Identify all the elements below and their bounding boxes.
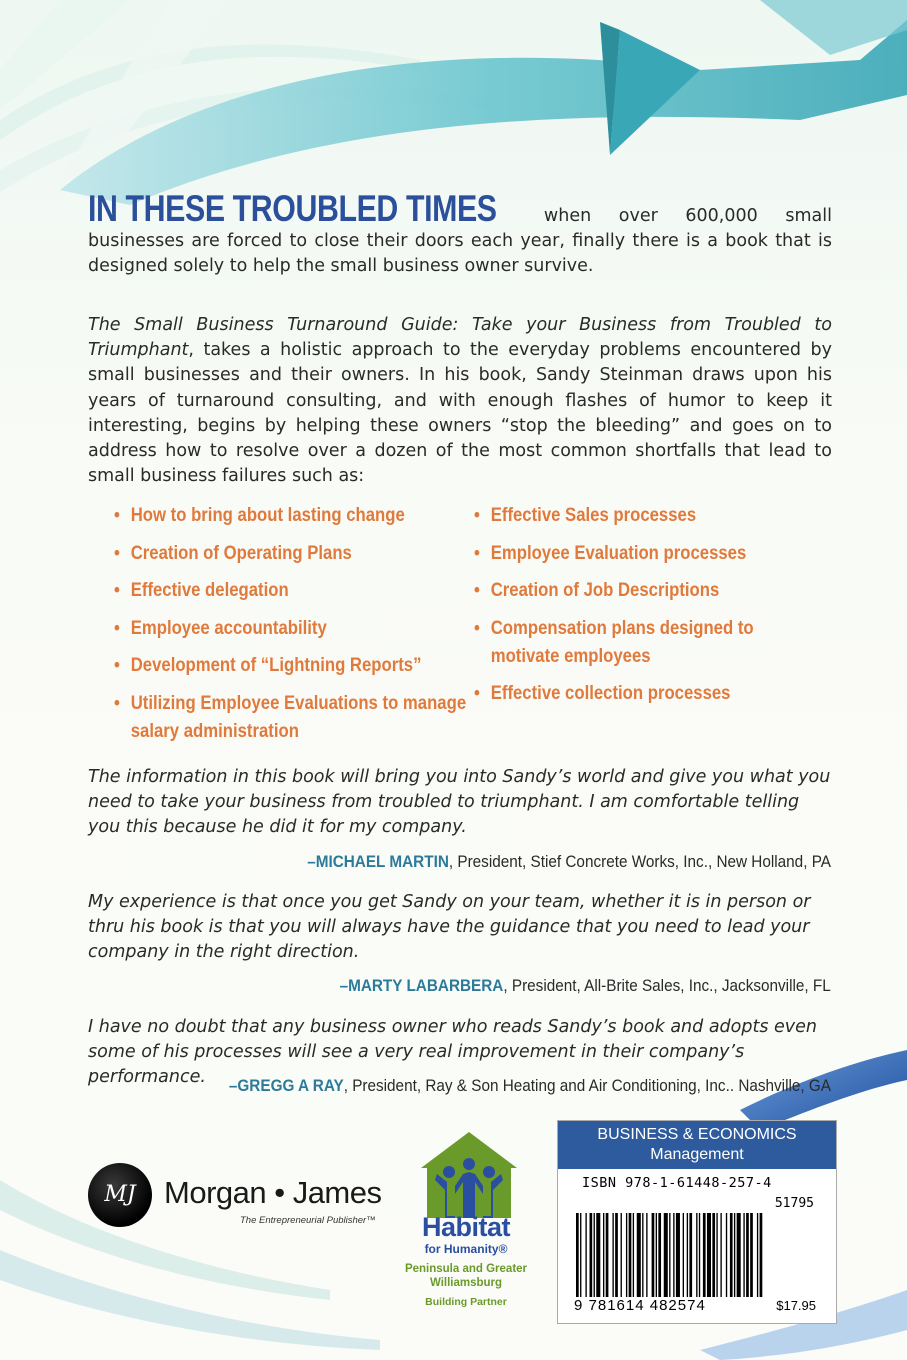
barcode-bar <box>743 1213 744 1297</box>
bullet-dot-icon: • <box>114 580 120 601</box>
barcode-bar <box>596 1213 600 1297</box>
testimonial-attribution <box>229 1076 831 1096</box>
barcode-bar <box>703 1213 706 1297</box>
testimonial-quote: I have no doubt that any business owner who reads Sandy’s book and adopts even some of his processes will see a very real improvement in their company’s performance. <box>88 1017 817 1087</box>
bullet-item: • Effective collection processes <box>474 680 808 708</box>
publisher-tagline: The Entrepreneurial Publisher™ <box>240 1215 376 1226</box>
category-label: BUSINESS & ECONOMICS <box>597 1126 797 1143</box>
barcode-bar <box>726 1213 727 1297</box>
barcode-bar <box>699 1213 700 1297</box>
barcode-bar <box>673 1213 674 1297</box>
barcode-bar <box>642 1213 643 1297</box>
bullet-dot-icon: • <box>474 683 480 704</box>
bullet-item: • How to bring about lasting change <box>114 502 468 530</box>
barcode-bar <box>734 1213 735 1297</box>
barcode-box <box>557 1120 837 1324</box>
barcode-bar <box>687 1213 688 1297</box>
testimonial-quote: My experience is that once you get Sandy on your team, whether it is in person or thru his book is that you will always have the guidance that you need to lead your company in the right direction. <box>88 892 811 962</box>
barcode-bar <box>716 1213 717 1297</box>
barcode-bar <box>576 1213 579 1297</box>
habitat-logo <box>404 1130 534 1320</box>
bullet-item: • Employee Evaluation processes <box>474 540 808 568</box>
testimonial-quote: The information in this book will bring you into Sandy’s world and give you what you need to take your business from troubled to triumphant. I am comfortable telling you this because he did it for my company. <box>88 767 831 837</box>
testimonial-affiliation: , President, Ray & Son Heating and Air Conditioning, Inc.. Nashville, GA <box>343 1076 831 1095</box>
barcode-bar <box>730 1213 733 1297</box>
book-title: The Small Business Turnaround Guide: Take your Business from Troubled to Triumphant <box>88 315 832 361</box>
bullet-item: • Compensation plans designed to motivate employees <box>474 615 808 671</box>
barcode-bar <box>612 1213 613 1297</box>
barcode-bar <box>629 1213 632 1297</box>
bullet-item: • Development of “Lightning Reports” <box>114 652 468 680</box>
barcode-bar <box>646 1213 647 1297</box>
publisher-logo <box>88 1163 388 1233</box>
barcode-bar <box>720 1213 721 1297</box>
barcode-bar <box>585 1213 586 1297</box>
habitat-subtitle: for Humanity® <box>424 1242 508 1256</box>
barcode-bar <box>590 1213 593 1297</box>
testimonial-author: –MARTY LABARBERA <box>339 976 504 995</box>
bullet-dot-icon: • <box>474 617 480 639</box>
testimonial-affiliation: , President, All-Brite Sales, Inc., Jacksonville, FL <box>503 976 831 995</box>
barcode-bar <box>626 1213 627 1297</box>
habitat-partner: Building Partner <box>425 1296 507 1308</box>
barcode-bar <box>683 1213 684 1297</box>
barcode-bar <box>637 1213 641 1297</box>
barcode-bar <box>707 1213 711 1297</box>
barcode-bar <box>750 1213 753 1297</box>
barcode-bar <box>696 1213 697 1297</box>
description-paragraph <box>88 313 832 489</box>
habitat-house-icon <box>419 1130 519 1220</box>
barcode-bar <box>656 1213 657 1297</box>
testimonial-author: –GREGG A RAY <box>228 1076 344 1095</box>
barcode-bar <box>606 1213 609 1297</box>
testimonial-attribution <box>307 852 831 872</box>
bullet-dot-icon: • <box>474 580 480 601</box>
price-label: $17.95 <box>776 1298 816 1313</box>
barcode-bar <box>760 1213 763 1297</box>
bullet-item: • Utilizing Employee Evaluations to manage salary administration <box>114 690 468 746</box>
bullet-list-left <box>114 502 467 755</box>
subcategory-label: Management <box>650 1146 744 1163</box>
bullet-item: • Creation of Operating Plans <box>114 540 468 568</box>
barcode-bar <box>676 1213 680 1297</box>
publisher-monogram-icon: MJ <box>88 1163 152 1227</box>
intro-text: when over 600,000 small businesses are forced to close their doors each year, finally there is a book that is designed solely to help the small business owner survive. <box>88 206 832 276</box>
bullet-list-right <box>474 502 804 718</box>
bullet-item: • Effective delegation <box>114 577 468 605</box>
publisher-name: Morgan • James <box>164 1175 382 1210</box>
barcode-bar <box>757 1213 758 1297</box>
barcode-bar <box>615 1213 618 1297</box>
barcode-bar <box>746 1213 749 1297</box>
barcode-bar <box>689 1213 692 1297</box>
bullet-dot-icon: • <box>114 692 120 714</box>
testimonial-affiliation: , President, Stief Concrete Works, Inc., New Holland, PA <box>448 852 831 871</box>
bullet-dot-icon: • <box>474 542 480 564</box>
barcode-bar <box>594 1213 595 1297</box>
barcode-bar <box>621 1213 622 1297</box>
bullet-item: • Creation of Job Descriptions <box>474 577 808 605</box>
barcode-bar <box>603 1213 604 1297</box>
barcode-bar <box>580 1213 581 1297</box>
category-band <box>558 1121 836 1169</box>
barcode-bars <box>576 1213 820 1297</box>
barcode-bar <box>669 1213 670 1297</box>
bullet-dot-icon: • <box>114 655 120 676</box>
ean-number: 9 781614 482574 <box>574 1297 706 1314</box>
description-body: , takes a holistic approach to the everyday problems encountered by small businesses and their owners. In his book, Sandy Steinman draws upon his years of turnaround consulting, and with enough flashes of humor to keep it interesting, begins by helping these owners “stop the bleeding” and goes on to address how to resolve over a dozen of the most common shortfalls that lead to small business failures such as: <box>88 340 832 487</box>
testimonial-attribution <box>340 976 831 996</box>
barcode-bar <box>633 1213 634 1297</box>
bullet-dot-icon: • <box>114 505 120 526</box>
bullet-dot-icon: • <box>114 617 120 639</box>
barcode-bar <box>664 1213 668 1297</box>
bullet-item: • Effective Sales processes <box>474 502 808 530</box>
price-code: 51795 <box>774 1196 814 1211</box>
barcode-bar <box>652 1213 655 1297</box>
barcode-bar <box>658 1213 661 1297</box>
testimonial-author: –MICHAEL MARTIN <box>307 852 449 871</box>
isbn-text: ISBN 978-1-61448-257-4 <box>582 1175 772 1191</box>
barcode-bar <box>712 1213 715 1297</box>
barcode-bar <box>737 1213 741 1297</box>
bullet-dot-icon: • <box>114 542 120 564</box>
bullet-item: • Employee accountability <box>114 615 468 643</box>
bullet-dot-icon: • <box>474 505 480 526</box>
headline: IN THESE TROUBLED TIMES <box>88 188 497 229</box>
habitat-name: Habitat <box>421 1212 510 1242</box>
intro-paragraph <box>88 188 832 279</box>
habitat-affiliate: Peninsula and Greater Williamsburg <box>404 1263 528 1289</box>
